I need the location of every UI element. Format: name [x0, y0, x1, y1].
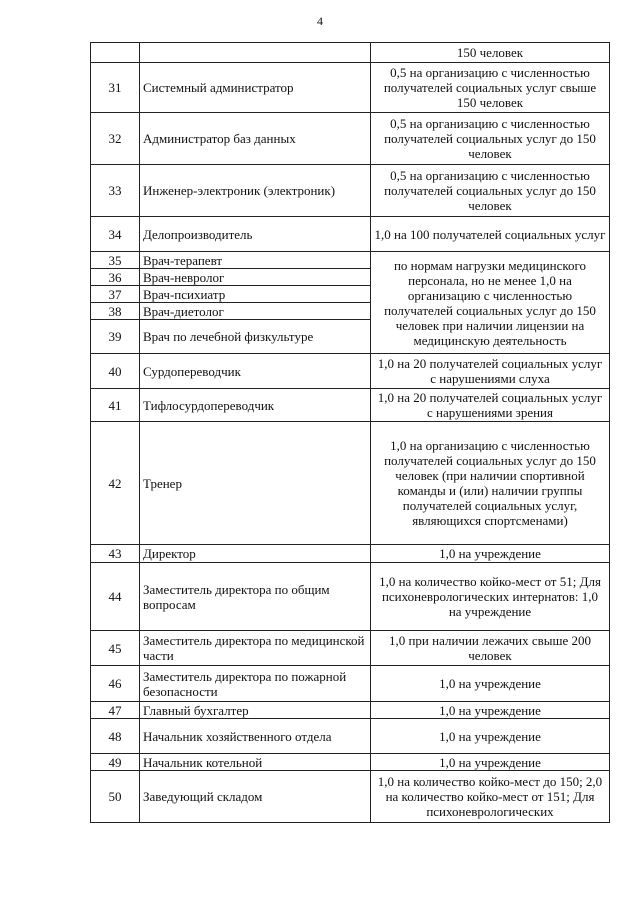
row-number: 35 [91, 252, 140, 269]
staffing-norm: 1,0 при наличии лежачих свыше 200 человек [371, 631, 610, 666]
position-name: Врач-невролог [140, 269, 371, 286]
table-row [91, 702, 610, 719]
position-name: Делопроизводитель [140, 217, 371, 252]
staffing-norm: 0,5 на организацию с численностью получателей социальных услуг свыше 150 человек [371, 63, 610, 113]
row-number: 46 [91, 666, 140, 702]
page-number: 4 [317, 14, 323, 28]
staffing-norm: 1,0 на количество койко-мест от 51; Для психоневрологических интернатов: 1,0 на учреждение [371, 563, 610, 631]
table-row [91, 252, 610, 269]
position-name: Начальник котельной [140, 754, 371, 771]
row-number: 43 [91, 545, 140, 563]
row-number: 41 [91, 389, 140, 422]
row-number: 34 [91, 217, 140, 252]
staffing-norm: 1,0 на 20 получателей социальных услуг с нарушениями зрения [371, 389, 610, 422]
table-row [91, 563, 610, 631]
position-name: Системный администратор [140, 63, 371, 113]
row-number: 33 [91, 165, 140, 217]
row-number: 31 [91, 63, 140, 113]
table-row [91, 354, 610, 389]
table-row [91, 63, 610, 113]
position-name: Заместитель директора по медицинской части [140, 631, 371, 666]
staffing-norm: 1,0 на учреждение [371, 719, 610, 754]
staffing-norm: 1,0 на учреждение [371, 666, 610, 702]
row-number [91, 43, 140, 63]
staffing-norms-table [90, 42, 610, 823]
position-name: Главный бухгалтер [140, 702, 371, 719]
position-name: Администратор баз данных [140, 113, 371, 165]
position-name: Заместитель директора по пожарной безопасности [140, 666, 371, 702]
staffing-norm: 1,0 на учреждение [371, 545, 610, 563]
row-number: 42 [91, 422, 140, 545]
position-name: Директор [140, 545, 371, 563]
table-row [91, 631, 610, 666]
row-number: 44 [91, 563, 140, 631]
position-name [140, 43, 371, 63]
row-number: 40 [91, 354, 140, 389]
row-number: 47 [91, 702, 140, 719]
staffing-norm: 150 человек [371, 43, 610, 63]
table-row [91, 165, 610, 217]
row-number: 45 [91, 631, 140, 666]
row-number: 36 [91, 269, 140, 286]
staffing-norm: 1,0 на учреждение [371, 702, 610, 719]
position-name: Заведующий складом [140, 771, 371, 823]
table-row [91, 771, 610, 823]
table-row [91, 545, 610, 563]
table-row [91, 217, 610, 252]
table-row [91, 43, 610, 63]
position-name: Тренер [140, 422, 371, 545]
table-row [91, 666, 610, 702]
table-row [91, 719, 610, 754]
staffing-norm: 0,5 на организацию с численностью получателей социальных услуг до 150 человек [371, 165, 610, 217]
table-row [91, 113, 610, 165]
staffing-norm: 1,0 на организацию с численностью получателей социальных услуг до 150 человек (при наличии спортивной команды и (или) наличии группы получателей социальных услуг, являющихся спортсменами) [371, 422, 610, 545]
row-number: 39 [91, 320, 140, 354]
staffing-norm: 1,0 на учреждение [371, 754, 610, 771]
staffing-norm: по нормам нагрузки медицинского персонала, но не менее 1,0 на организацию с численностью получателей социальных услуг до 150 человек при наличии лицензии на медицинскую деятельность [371, 252, 610, 354]
staffing-norm: 1,0 на количество койко-мест до 150; 2,0 на количество койко-мест от 151; Для психоневрологических [371, 771, 610, 823]
position-name: Сурдопереводчик [140, 354, 371, 389]
position-name: Заместитель директора по общим вопросам [140, 563, 371, 631]
row-number: 49 [91, 754, 140, 771]
table-row [91, 422, 610, 545]
staffing-norm: 1,0 на 20 получателей социальных услуг с нарушениями слуха [371, 354, 610, 389]
table-row [91, 389, 610, 422]
row-number: 50 [91, 771, 140, 823]
position-name: Врач-диетолог [140, 303, 371, 320]
table-row [91, 754, 610, 771]
row-number: 48 [91, 719, 140, 754]
row-number: 38 [91, 303, 140, 320]
position-name: Врач-психиатр [140, 286, 371, 303]
row-number: 37 [91, 286, 140, 303]
row-number: 32 [91, 113, 140, 165]
position-name: Начальник хозяйственного отдела [140, 719, 371, 754]
position-name: Врач по лечебной физкультуре [140, 320, 371, 354]
position-name: Инженер-электроник (электроник) [140, 165, 371, 217]
staffing-norm: 0,5 на организацию с численностью получателей социальных услуг до 150 человек [371, 113, 610, 165]
staffing-norm: 1,0 на 100 получателей социальных услуг [371, 217, 610, 252]
position-name: Врач-терапевт [140, 252, 371, 269]
position-name: Тифлосурдопереводчик [140, 389, 371, 422]
